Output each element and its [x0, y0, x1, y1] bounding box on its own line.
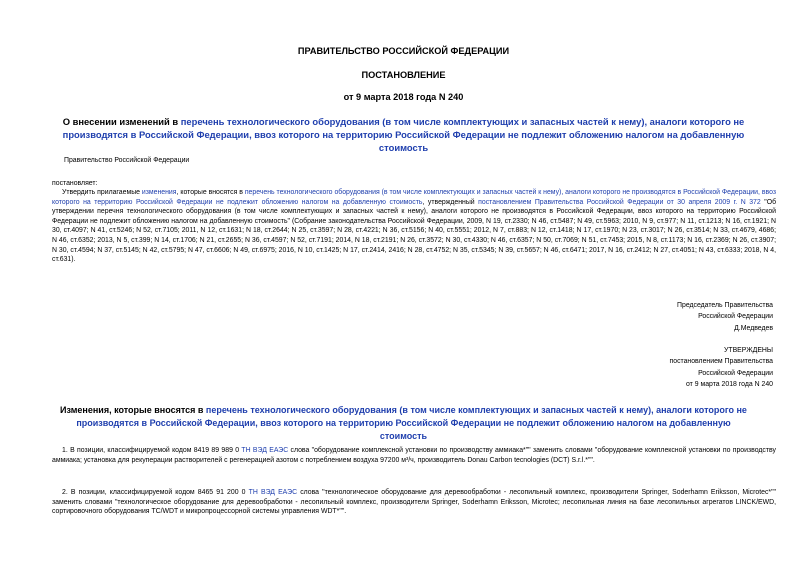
item-1 [52, 446, 776, 465]
approval-heading: УТВЕРЖДЕНЫ [724, 347, 773, 354]
government-heading: ПРАВИТЕЛЬСТВО РОССИЙСКОЙ ФЕДЕРАЦИИ [297, 46, 510, 56]
signature-position-1: Председатель Правительства [677, 302, 773, 309]
signature-name: Д.Медведев [734, 324, 773, 332]
resolution-372-link[interactable]: постановлением Правительства Российской Федерации от 30 апреля 2009 г. N 372 [478, 198, 761, 206]
changes-title-link[interactable]: перечень технологического оборудования (в том числе комплектующих и запасных частей к нему), аналоги которого не производятся в Российской Федерации, ввоз которого на территорию Российской Федерации не подлежит обложению налогом на добавленную стоимость [76, 405, 747, 441]
p1-text-b: , которые вносятся в [176, 189, 245, 196]
government-line: Правительство Российской Федерации [64, 157, 190, 164]
item-2 [52, 488, 776, 517]
item-1-text-b: слова "оборудование комплексной установки по производству аммиака*"" заменить словами "оборудование комплексной установки по производству аммиака; установка для рекуперации растворителей с регенерацией азотом с потреблением воздуха 97200 м³/ч, производитель Donau Carbon tecnologies (DCT) S.r.l.*"". [52, 447, 776, 464]
approval-line-2: Российской Федерации [698, 369, 773, 377]
title-prefix: О внесении изменений в [62, 116, 181, 127]
p1-text-d: "Об утверждении перечня технологического оборудования (в том числе комплектующих и запасных частей к нему), аналоги которого не производятся в Российской Федерации, ввоз которого на территорию Российской Федерации не подлежит обложению налогом на добавленную стоимость" (Собрание законодательства Российской Федерации, 2009, N 19, ст.2330; N 46, ст.5487; N 49, ст.5963; 2010, N 9, ст.977; N 11, ст.1213; N 16, ст.1921; N 30, ст.4097; N 41, ст.5246; N 52, ст.7105; 2011, N 12, ст.1631; N 18, ст.2644; N 25, ст.3597; N 28, ст.4221; N 36, ст.5156; N 40, ст.5551; 2012, N 7, ст.883; N 12, ст.1418; N 17, ст.1970; N 23, ст.3017; N 26, ст.3514; N 33, ст.4679, 4686; N 46, ст.6352; 2013, N 5, ст.399; N 14, ст.1706; N 21, ст.2655; N 36, ст.4597; N 52, ст.7191; 2014, N 18, ст.2191; N 26, ст.3572; N 30, ст.4330; N 46, ст.6357; N 50, ст.7069; N 51, ст.7453; 2015, N 8, ст.1173; N 16, ст.2369; N 26, ст.3907; N 30, ст.4594; N 37, ст.5145; N 42, ст.5795; N 47, ст.6606; N 49, ст.6975; 2016, N 10, ст.1425; N 17, ст.2414, 2416; N 28, ст.4752; N 35, ст.5345; N 39, ст.5657; N 46, ст.6471; 2017, N 16, ст.2412; N 27, ст.4051; N 43, ст.6333; 2018, N 4, ст.631). [52, 198, 777, 264]
decides-line: постановляет: [52, 180, 98, 187]
approval-line-3: от 9 марта 2018 года N 240 [685, 380, 773, 388]
item-2-text-b: слова "технологическое оборудование для деревообработки - лесопильный комплекс, производители Springer, Soderhamn Eriksson, Microtec*"" заменить словами "технологическое оборудование для деревообработки - лесопильный комплекс, производители Springer, Soderhamn Eriksson, Microtec; лесопильная линия на базе лесопильных агрегатов LINCK/EWD, сортировочного оборудования TC/WDT и микропроцессорной системы управления WDT*"". [52, 489, 776, 516]
document-type: ПОСТАНОВЛЕНИЕ [361, 70, 446, 80]
title-list-link[interactable]: перечень технологического оборудования (в том числе комплектующих и запасных частей к нему), аналоги которого не производятся в Российской Федерации, ввоз которого на территорию Российской Федерации не подлежит обложению налогом на добавленную стоимость [62, 116, 745, 153]
signature-block [677, 300, 773, 334]
resolution-paragraph [52, 188, 776, 265]
p1-text-a: Утвердить прилагаемые [62, 189, 142, 196]
item-1-text-a: 1. В позиции, классифицируемой кодом 8419 89 989 0 [62, 447, 242, 454]
document-date: от 9 марта 2018 года N 240 [343, 92, 464, 102]
approval-line-1: постановлением Правительства [669, 358, 773, 366]
item-1-tnved-link[interactable]: ТН ВЭД ЕАЭС [241, 447, 289, 454]
changes-title [55, 404, 752, 443]
item-2-text-a: 2. В позиции, классифицируемой кодом 8465 91 200 0 [62, 489, 249, 496]
signature-position-2: Российской Федерации [698, 313, 773, 321]
equipment-list-link[interactable]: перечень технологического оборудования (в том числе комплектующих и запасных частей к нему), аналоги которого не производятся в Российской Федерации, ввоз которого на территорию Российской Федерации не подлежит обложению налогом на добавленную стоимость [52, 189, 776, 206]
approval-block [670, 345, 774, 390]
document-title [40, 115, 767, 154]
changes-title-prefix: Изменения, которые вносятся в [60, 405, 206, 415]
item-2-tnved-link[interactable]: ТН ВЭД ЕАЭС [248, 489, 298, 496]
changes-link[interactable]: изменения [141, 189, 177, 196]
p1-text-c: , утвержденный [422, 198, 479, 206]
